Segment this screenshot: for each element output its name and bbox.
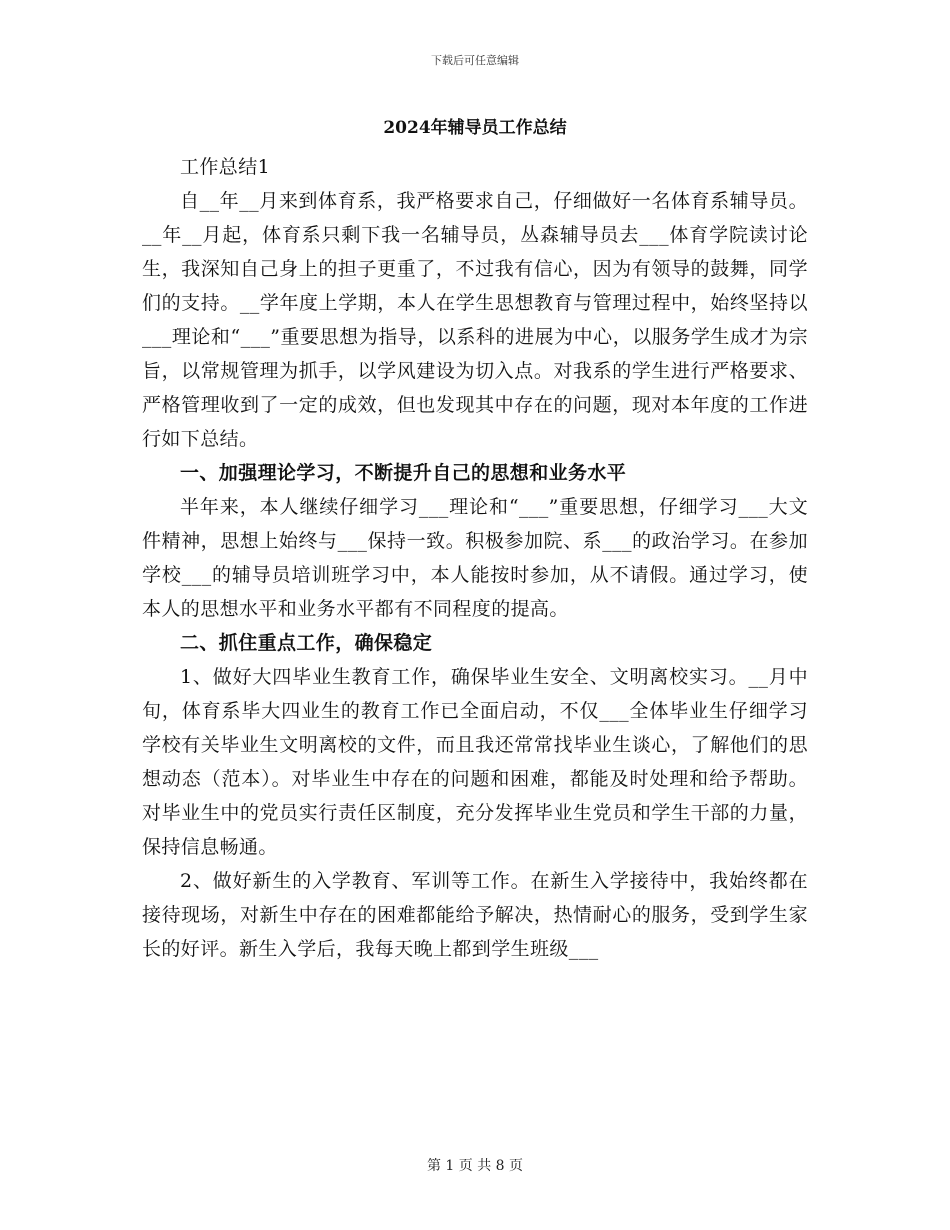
section-heading-theory-study: 一、加强理论学习，不断提升自己的思想和业务水平: [180, 462, 627, 484]
paragraph-theory-study: 半年来，本人继续仔细学习___理论和“___”重要思想，仔细学习___大文件精神，思想上始终与___保持一致。积极参加院、系___的政治学习。在参加学校___的辅导员培训班学习中，本人能按时参加，从不请假。通过学习，使本人的思想水平和业务水平都有不同程度的提高。: [142, 496, 808, 620]
document-subtitle: 工作总结1: [180, 156, 271, 178]
document-body: [142, 150, 808, 966]
page-number: 第 1 页 共 8 页: [426, 1158, 524, 1174]
paragraph-intro: 自__年__月来到体育系，我严格要求自己，仔细做好一名体育系辅导员。__年__月起，体育系只剩下我一名辅导员，丛森辅导员去___体育学院读讨论生，我深知自己身上的担子更重了，不过我有信心，因为有领导的鼓舞，同学们的支持。__学年度上学期，本人在学生思想教育与管理过程中，始终坚持以___理论和“___”重要思想为指导，以系科的进展为中心，以服务学生成才为宗旨，以常规管理为抓手，以学风建设为切入点。对我系的学生进行严格要求、严格管理收到了一定的成效，但也发现其中存在的问题，现对本年度的工作进行如下总结。: [142, 190, 808, 450]
paragraph-freshman-education: 2、做好新生的入学教育、军训等工作。在新生入学接待中，我始终都在接待现场，对新生中存在的困难都能给予解决，热情耐心的服务，受到学生家长的好评。新生入学后，我每天晚上都到学生班级___: [142, 870, 808, 960]
section-heading-key-work: 二、抓住重点工作，确保稳定: [180, 632, 433, 654]
page-header-note: 下载后可任意编辑: [431, 54, 519, 67]
document-title: 2024年辅导员工作总结: [383, 118, 567, 138]
paragraph-graduate-education: 1、做好大四毕业生教育工作，确保毕业生安全、文明离校实习。__月中旬，体育系毕大四业生的教育工作已全面启动，不仅___全体毕业生仔细学习学校有关毕业生文明离校的文件，而且我还常常找毕业生谈心，了解他们的思想动态（范本）。对毕业生中存在的问题和困难，都能及时处理和给予帮助。对毕业生中的党员实行责任区制度，充分发挥毕业生党员和学生干部的力量，保持信息畅通。: [142, 666, 808, 858]
